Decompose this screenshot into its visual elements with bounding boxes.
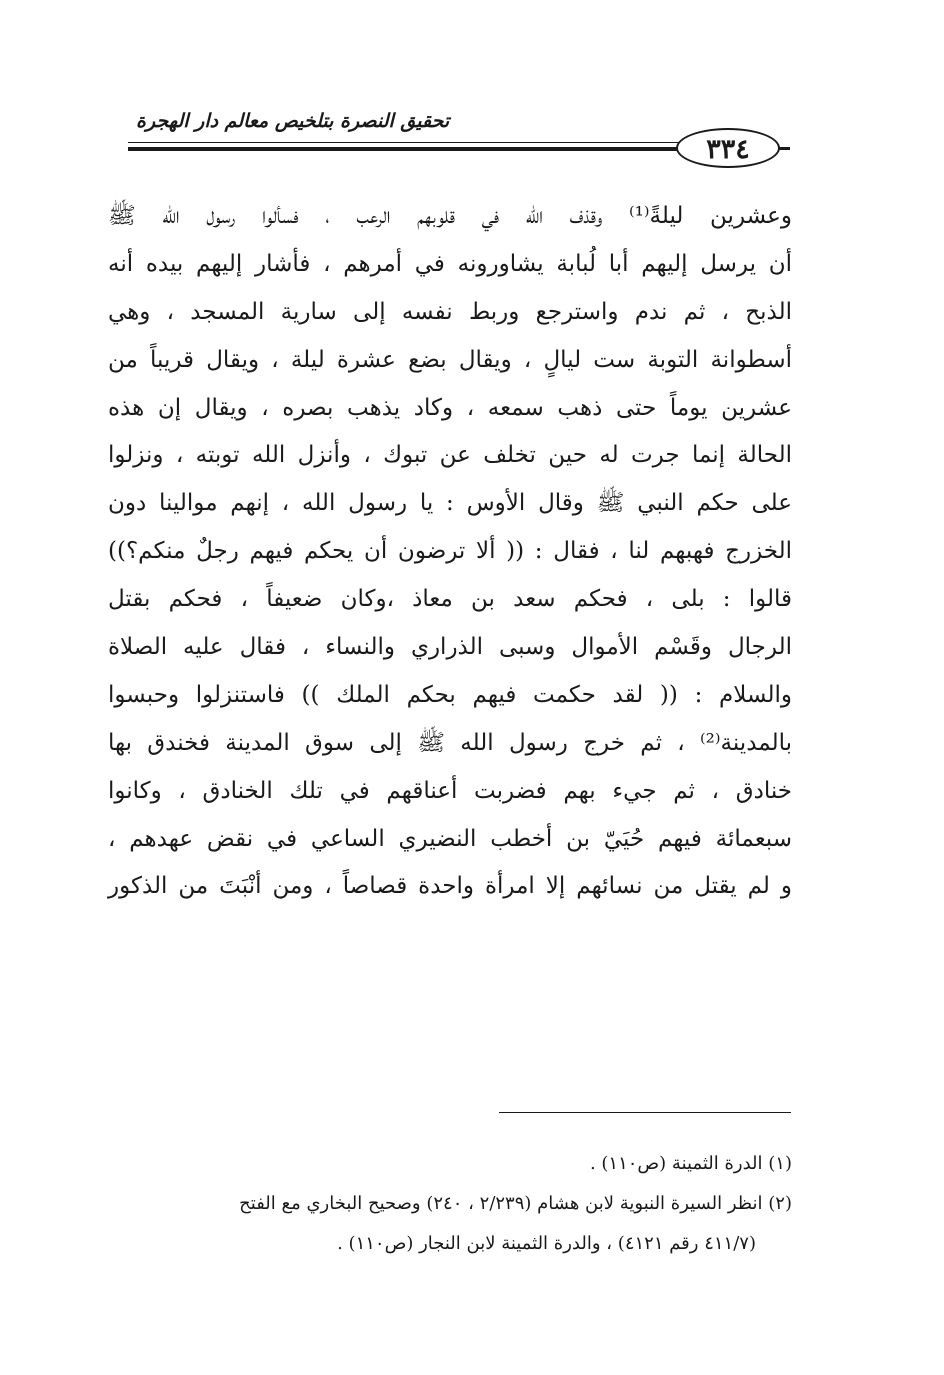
- header-rule-thick: [128, 147, 688, 151]
- header-rule-thin: [128, 142, 688, 143]
- footnote-separator: [499, 1112, 791, 1113]
- page-number-badge: ٣٣٤: [676, 128, 780, 168]
- text-line: أن يرسل إليهم أبا لُبابة يشاورونه في أمرهم ، فأشار إليهم بيده أنه: [108, 250, 792, 277]
- text-line: الذبح ، ثم ندم واسترجع وربط نفسه إلى سارية المسجد ، وهي: [108, 298, 792, 325]
- text-line: سبعمائة فيهم حُيَيّ بن أخطب النضيري الساعي في نقض عهدهم ،: [108, 825, 792, 852]
- running-title: تحقيق النصرة بتلخيص معالم دار الهجرة: [136, 110, 450, 132]
- main-text: [108, 193, 792, 911]
- footnote-2: (٢) انظر السيرة النبوية لابن هشام (٢/٢٣٩ ، ٢٤٠) وصحيح البخاري مع الفتح: [239, 1193, 792, 1214]
- text-line: على حكم النبي ﷺ وقال الأوس : يا رسول الله ، إنهم موالينا دون: [108, 490, 792, 517]
- text-line: خنادق ، ثم جيء بهم فضربت أعناقهم في تلك الخنادق ، وكانوا: [108, 777, 792, 804]
- text-line: الحالة إنما جرت له حين تخلف عن تبوك ، وأنزل الله توبته ، ونزلوا: [108, 442, 792, 469]
- footnote-1: (١) الدرة الثمينة (ص١١٠) .: [589, 1153, 792, 1174]
- text-line: والسلام : (( لقد حكمت فيهم بحكم الملك )) فاستنزلوا وحبسوا: [108, 681, 792, 708]
- text-line: أسطوانة التوبة ست ليالٍ ، ويقال بضع عشرة ليلة ، ويقال قريباً من: [108, 346, 792, 373]
- text-line: و لم يقتل من نسائهم إلا امرأة واحدة قصاصاً ، ومن أنْبَتَ من الذكور: [108, 873, 792, 900]
- text-line: قالوا : بلى ، فحكم سعد بن معاذ ،وكان ضعيفاً ، فحكم بقتل: [108, 586, 792, 613]
- text-line: عشرين يوماً حتى ذهب سمعه ، وكاد يذهب بصره ، ويقال إن هذه: [108, 394, 792, 421]
- text-line: الرجال وقَسْم الأموال وسبى الذراري والنساء ، فقال عليه الصلاة: [108, 634, 792, 661]
- text-line: بالمدينة⁽²⁾ ، ثم خرج رسول الله ﷺ إلى سوق المدينة فخندق بها: [108, 729, 792, 756]
- footnotes: [108, 1144, 792, 1264]
- text-line: الخزرج فهبهم لنا ، فقال : (( ألا ترضون أن يحكم فيهم رجلٌ منكم؟)): [108, 538, 792, 565]
- text-line: وعشرين ليلةً⁽¹⁾ وقذف الله في قلوبهم الرعب ، فسألوا رسول الله ﷺ: [108, 203, 792, 229]
- footnote-2-continuation: (٤١١/٧ رقم ٤١٢١) ، والدرة الثمينة لابن النجار (ص١١٠) .: [337, 1233, 756, 1254]
- page-header: [128, 108, 790, 168]
